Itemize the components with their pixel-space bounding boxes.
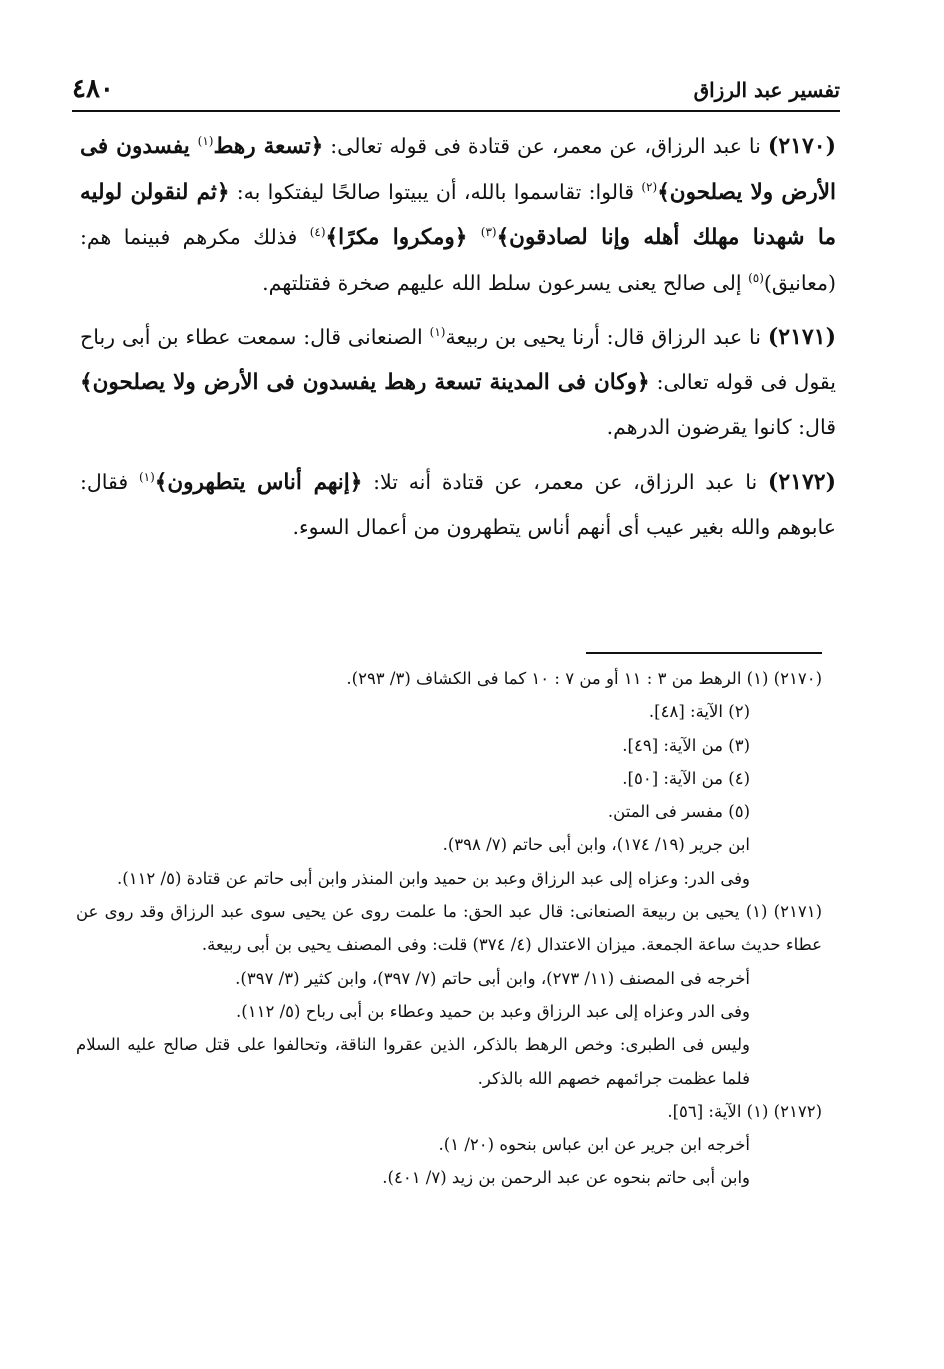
footnote-line: وليس فى الطبرى: وخص الرهط بالذكر، الذين عقروا الناقة، وتحالفوا على قتل صالح عليه السلام فلما عظمت جرائمهم خصهم الله بالذكر. (76, 1035, 750, 1088)
footnote-ref: (٥) (748, 270, 764, 285)
paragraph-text: قالوا: تقاسموا بالله، أن يبيتوا صالحًا ليفتكوا به: (229, 179, 642, 204)
quran-quote: يفسدون فى الأرض ولا يصلحون﴾ (80, 134, 836, 205)
paragraph-text: فذلك مكرهم فبينما هم: (معانيق) (80, 225, 836, 295)
main-text (80, 124, 836, 560)
footnote-line: (٢١٧١) (١) يحيى بن ربيعة الصنعانى: قال عبد الحق: ما علمت روى عن يحيى سوى عبد الرزاق وقد روى عن عطاء حديث ساعة الجمعة. ميزان الاعتدال (٤/ ٣٧٤) قلت: وفى المصنف يحيى بن أبى ربيعة. (76, 902, 822, 955)
paragraph-text: قال: كانوا يقرضون الدرهم. (606, 415, 836, 439)
footnote-group-2170 (76, 662, 822, 895)
footnotes (76, 662, 822, 1195)
footnote-ref: (٤) (309, 225, 326, 240)
footnote-separator (586, 652, 822, 654)
hadith-number: (٢١٧٢) (767, 468, 836, 495)
hadith-number: (٢١٧٠) (767, 133, 836, 159)
paragraph-2170 (80, 124, 836, 305)
running-title: تفسير عبد الرزاق (693, 78, 840, 102)
paragraph-2171 (80, 315, 836, 450)
paragraph-2172 (80, 460, 836, 550)
footnote-line: أخرجه ابن جرير عن ابن عباس بنحوه (٢٠/ ١). (438, 1135, 750, 1155)
footnote-line: أخرجه فى المصنف (١١/ ٢٧٣)، وابن أبى حاتم (٧/ ٣٩٧)، وابن كثير (٣/ ٣٩٧). (235, 968, 750, 988)
quran-quote: ﴿إنهم أناس يتطهرون﴾ (154, 469, 363, 495)
page-header (72, 70, 840, 112)
hadith-number: (٢١٧١) (767, 324, 836, 350)
quran-quote: ﴿ثم لنقولن لوليه ما شهدنا مهلك أهله وإنا لصادقون﴾ (80, 179, 836, 250)
footnote-line: (٢١٧٠) (١) الرهط من ٣ : ١١ أو من ٧ : ١٠ كما فى الكشاف (٣/ ٢٩٣). (346, 669, 822, 688)
page-number: ٤٨٠ (72, 74, 114, 104)
footnote-group-2172 (76, 1095, 822, 1195)
footnote-line: وابن أبى حاتم بنحوه عن عبد الرحمن بن زيد (٧/ ٤٠١). (382, 1168, 750, 1188)
footnote-line: (٣) من الآية: [٤٩]. (622, 735, 750, 755)
paragraph-text: فقال: عابوهم والله بغير عيب أى أنهم أناس يتطهرون من أعمال السوء. (80, 469, 836, 539)
paragraph-text: نا عبد الرزاق، عن معمر، عن قتادة أنه تلا: (362, 469, 768, 494)
footnote-line: وفى الدر: وعزاه إلى عبد الرزاق وعبد بن حميد وابن المنذر وابن أبى حاتم عن قتادة (٥/ ١١٢). (117, 868, 750, 888)
quran-quote: ﴿ومكروا مكرًا﴾ (325, 225, 481, 250)
footnote-ref: (٣) (480, 225, 497, 240)
footnote-ref: (٢) (641, 179, 658, 194)
footnote-ref: (١) (429, 325, 446, 340)
paragraph-text: نا عبد الرزاق قال: أرنا يحيى بن ربيعة (445, 325, 768, 349)
paragraph-text: إلى صالح يعنى يسرعون سلط الله عليهم صخرة فقتلتهم. (262, 270, 749, 295)
footnote-line: (٤) من الآية: [٥٠]. (622, 768, 750, 788)
footnote-group-2171 (76, 895, 822, 1095)
quran-quote: ﴿تسعة رهط (213, 134, 324, 159)
footnote-line: وفى الدر وعزاه إلى عبد الرزاق وعبد بن حميد وعطاء بن أبى رباح (٥/ ١١٢). (236, 1001, 750, 1021)
paragraph-text: نا عبد الرزاق، عن معمر، عن قتادة فى قوله تعالى: (323, 134, 768, 158)
paragraph-text: الصنعانى قال: سمعت عطاء بن أبى رباح يقول فى قوله تعالى: (80, 325, 836, 394)
footnote-line: (٢) الآية: [٤٨]. (648, 702, 750, 722)
footnote-line: (٥) مفسر فى المتن. (607, 802, 750, 822)
footnote-line: ابن جرير (١٩/ ١٧٤)، وابن أبى حاتم (٧/ ٣٩٨). (442, 835, 750, 855)
footnote-line: (٢١٧٢) (١) الآية: [٥٦]. (667, 1101, 822, 1121)
footnote-ref: (١) (138, 469, 155, 484)
footnote-ref: (١) (197, 134, 214, 149)
quran-quote: ﴿وكان فى المدينة تسعة رهط يفسدون فى الأرض ولا يصلحون﴾ (80, 369, 650, 395)
